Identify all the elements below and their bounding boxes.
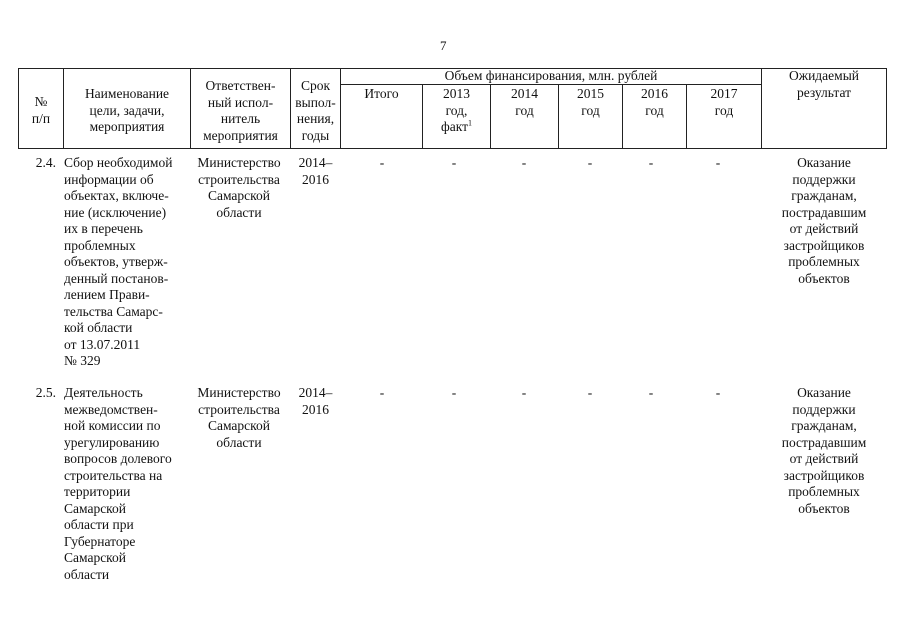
header-num: № п/п xyxy=(31,94,51,126)
row-result: Оказание поддержки гражданам, пострадавшим от действий застройщиков проблемных объектов xyxy=(781,155,867,286)
value-2015: - xyxy=(587,385,593,400)
header-2017: 2017 год xyxy=(710,86,738,118)
header-result: Ожидаемый результат xyxy=(789,68,859,100)
header-2016: 2016 год xyxy=(641,86,668,118)
header-term: Срок выпол- нения, годы xyxy=(295,78,336,143)
header-funding-title: Объем финансирования, млн. рублей xyxy=(444,68,658,83)
value-2014: - xyxy=(521,385,527,400)
header-responsible: Ответствен- ный испол- нитель мероприятия xyxy=(203,78,278,143)
value-2016: - xyxy=(648,155,654,170)
value-2013: - xyxy=(451,155,457,170)
value-total: - xyxy=(379,155,385,170)
row-result: Оказание поддержки гражданам, пострадавшим от действий застройщиков проблемных объектов xyxy=(781,385,867,516)
value-2017: - xyxy=(715,155,721,170)
header-name: Наименование цели, задачи, мероприятия xyxy=(84,86,170,134)
row-num: 2.5. xyxy=(35,385,56,400)
value-2013: - xyxy=(451,385,457,400)
value-2017: - xyxy=(715,385,721,400)
header-2015: 2015 год xyxy=(577,86,604,118)
row-term: 2014– 2016 xyxy=(298,385,333,417)
row-term: 2014– 2016 xyxy=(298,155,333,187)
value-2016: - xyxy=(648,385,654,400)
row-name: Деятельность межведомствен- ной комиссии по урегулированию вопросов долевого строительства на территории Самарской области при Губернаторе Самарской области xyxy=(64,385,172,582)
row-num: 2.4. xyxy=(35,155,56,170)
row-responsible: Министерство строительства Самарской области xyxy=(197,385,281,450)
header-total: Итого xyxy=(364,86,399,101)
header-2013: 2013 год, факт$^1$ xyxy=(440,86,473,134)
row-name: Сбор необходимой информации об объектах, включе- ние (исключение) их в перечень проблемных объектов, утверж- денный постанов- лением Прави- тельства Самарс- кой области от 13.07.2011 № 329 xyxy=(64,155,173,368)
row-responsible: Министерство строительства Самарской области xyxy=(197,155,281,220)
header-2014: 2014 год xyxy=(511,86,538,118)
page-number: 7 xyxy=(440,38,447,53)
value-total: - xyxy=(379,385,385,400)
value-2014: - xyxy=(521,155,527,170)
value-2015: - xyxy=(587,155,593,170)
